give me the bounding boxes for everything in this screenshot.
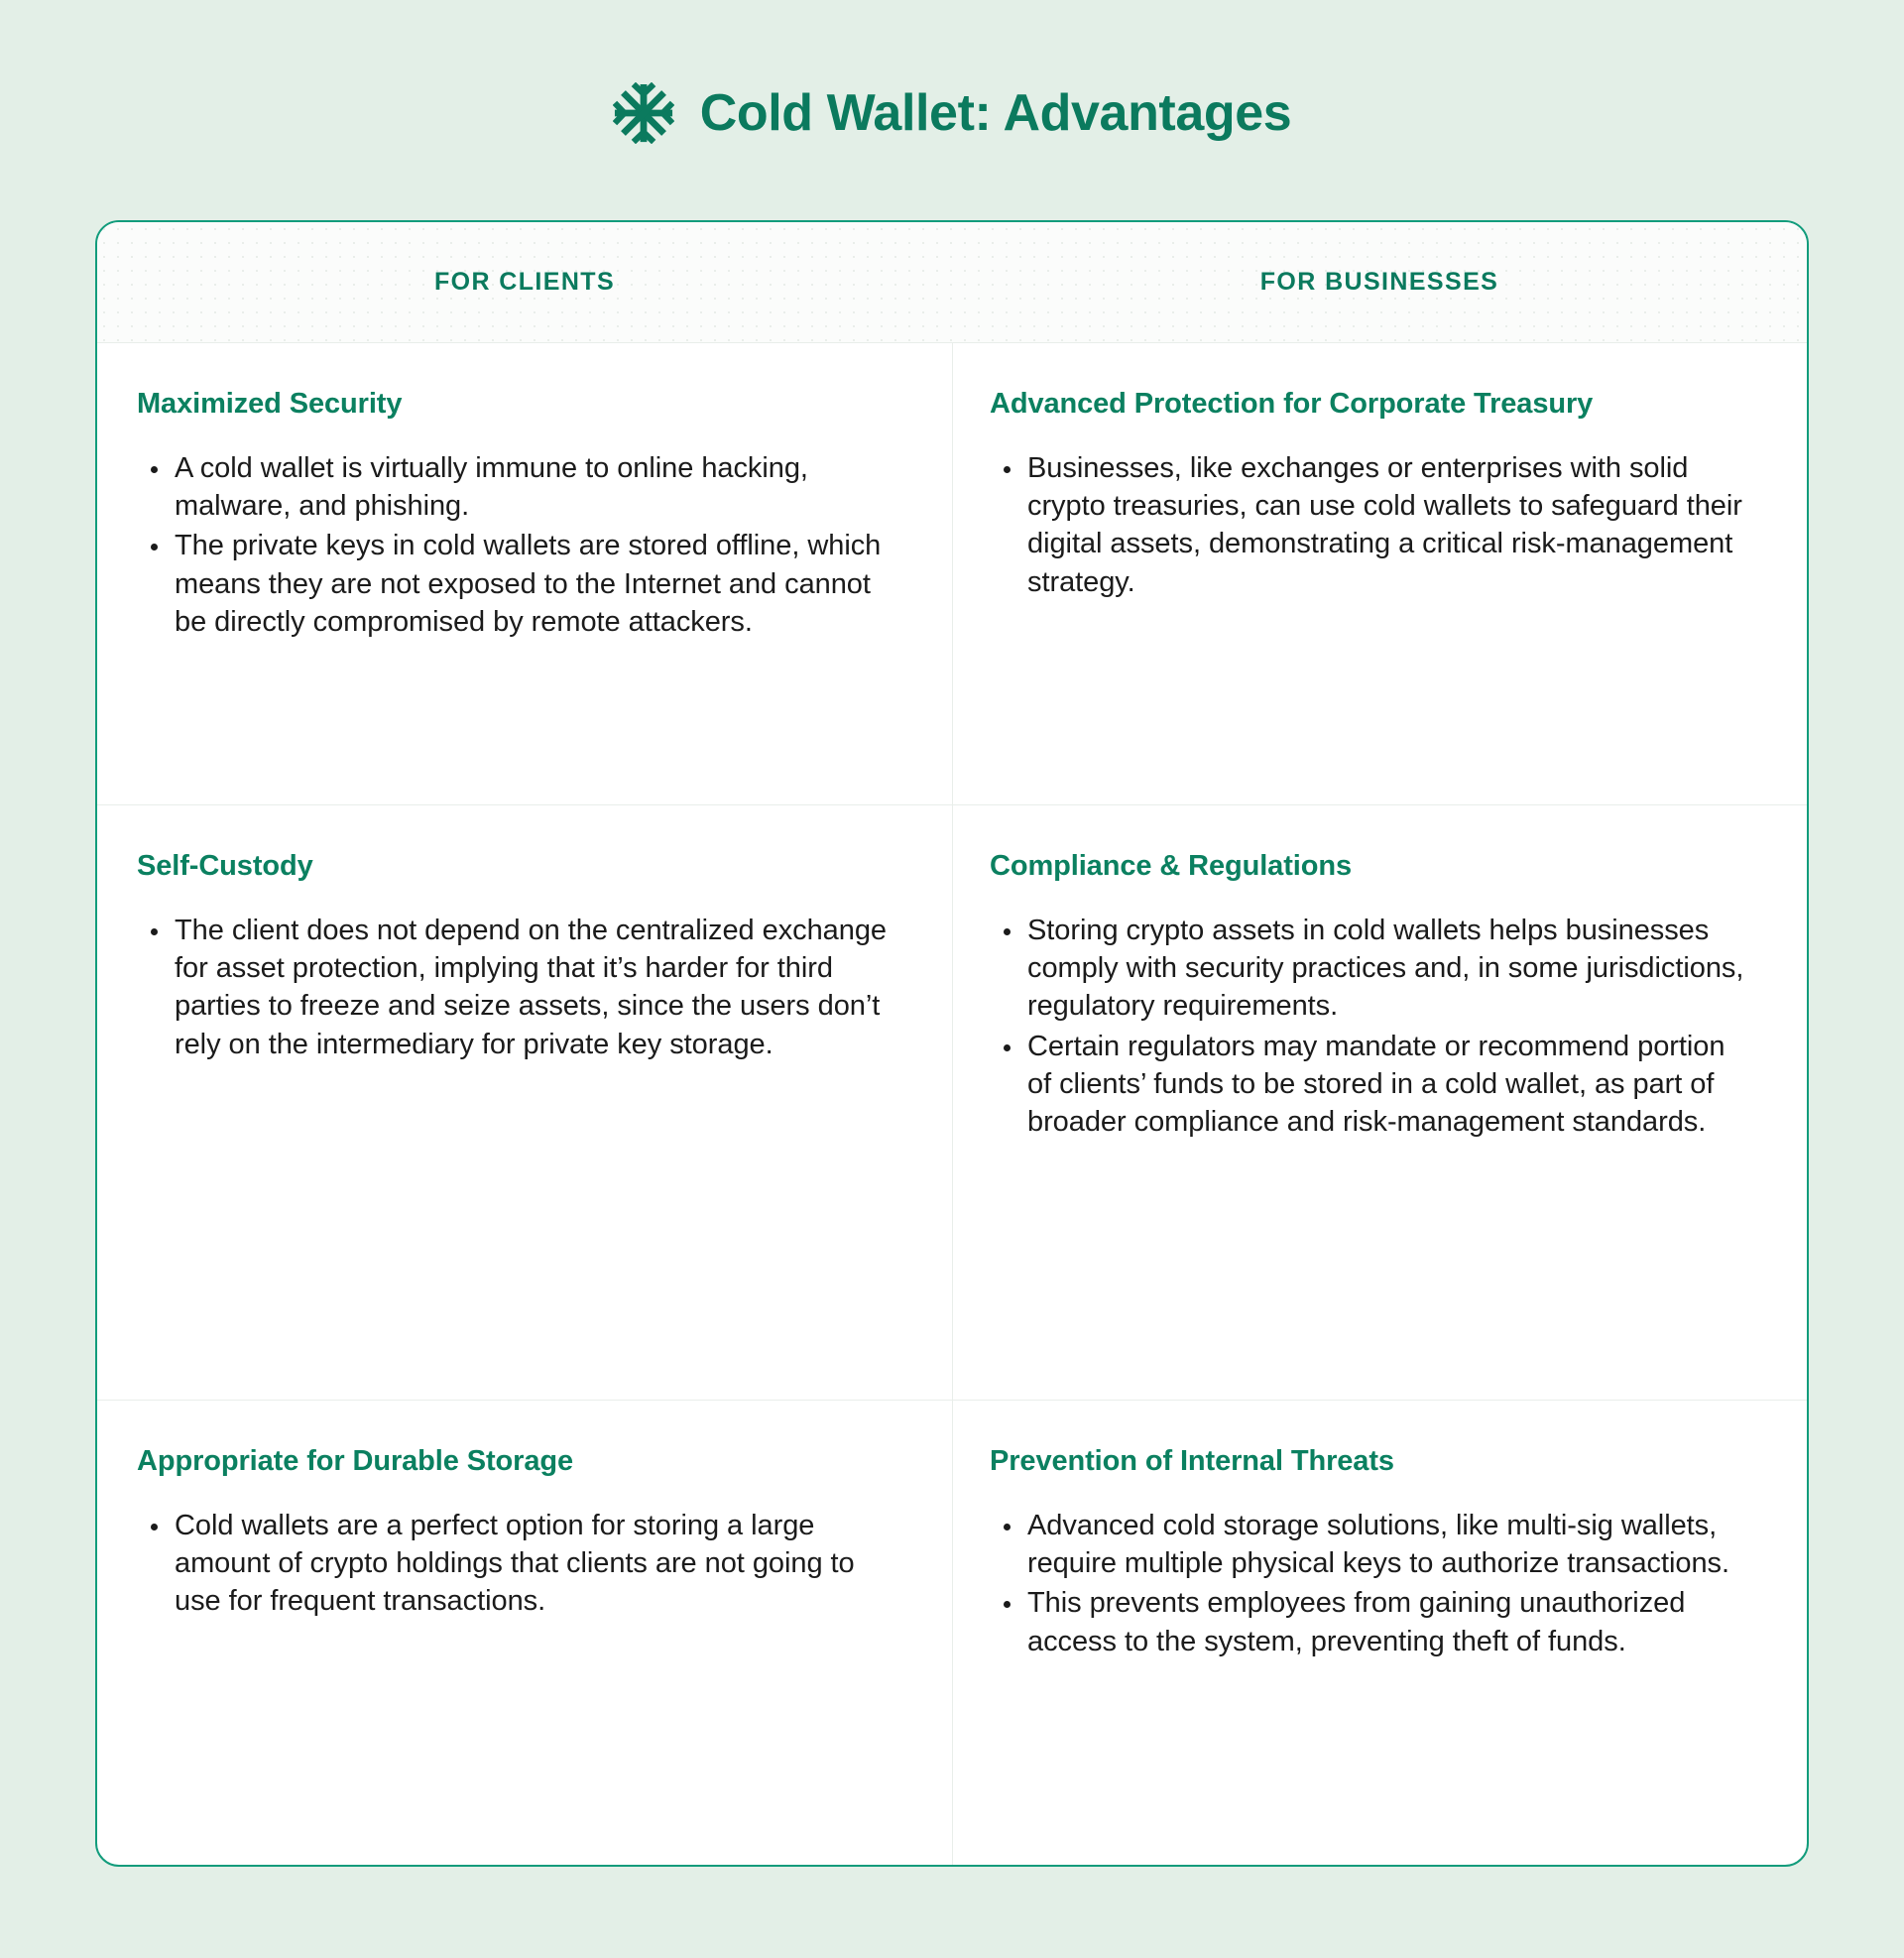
cell-title: Appropriate for Durable Storage [137,1445,574,1477]
page-title [0,0,1904,220]
page-title-text: Cold Wallet: Advantages [699,84,1292,142]
table-header-row [97,222,1807,343]
list-item: Advanced cold storage solutions, like multi-sig wallets, require multiple physical keys to authorize transactions. [990,1507,1751,1583]
column-header-clients: FOR CLIENTS [433,268,616,296]
cell-clients-maximized-security [97,343,952,804]
cell-clients-self-custody [97,805,952,1400]
advantages-table-card [95,220,1809,1867]
list-item: A cold wallet is virtually immune to online hacking, malware, and phishing. [137,449,894,526]
list-item: Cold wallets are a perfect option for storing a large amount of crypto holdings that clients are not going to use for frequent transactions. [137,1507,894,1621]
list-item: Businesses, like exchanges or enterprises with solid crypto treasuries, can use cold wallets to safeguard their digital assets, demonstrating a critical risk-management strategy. [990,449,1751,601]
cell-title: Compliance & Regulations [990,850,1352,882]
cell-title: Prevention of Internal Threats [990,1445,1394,1477]
bullet-list [137,449,894,641]
list-item: Certain regulators may mandate or recommend portion of clients’ funds to be stored in a cold wallet, as part of broader compliance and risk-management standards. [990,1028,1751,1142]
column-header-businesses: FOR BUSINESSES [1259,268,1499,296]
list-item: The private keys in cold wallets are stored offline, which means they are not exposed to the Internet and cannot be directly compromised by remote attackers. [137,527,894,641]
list-item: Storing crypto assets in cold wallets helps businesses comply with security practices and, in some jurisdictions, regulatory requirements. [990,912,1751,1026]
cell-businesses-internal-threats [952,1401,1807,1867]
table-row [97,805,1807,1401]
cell-title: Maximized Security [137,388,403,420]
table-row [97,1401,1807,1867]
cell-title: Advanced Protection for Corporate Treasury [990,388,1594,420]
bullet-list [137,912,894,1063]
bullet-list [990,1507,1751,1660]
cell-businesses-advanced-protection [952,343,1807,804]
snowflake-icon [613,82,674,144]
table-body [97,343,1807,1867]
bullet-list [990,449,1751,601]
table-row [97,343,1807,805]
cell-clients-durable-storage [97,1401,952,1867]
bullet-list [990,912,1751,1142]
cell-title: Self-Custody [137,850,313,882]
list-item: This prevents employees from gaining unauthorized access to the system, preventing theft of funds. [990,1584,1751,1660]
bullet-list [137,1507,894,1621]
list-item: The client does not depend on the centralized exchange for asset protection, implying that it’s harder for third parties to freeze and seize assets, since the users don’t rely on the intermediary for private key storage. [137,912,894,1063]
cell-businesses-compliance-regulations [952,805,1807,1400]
